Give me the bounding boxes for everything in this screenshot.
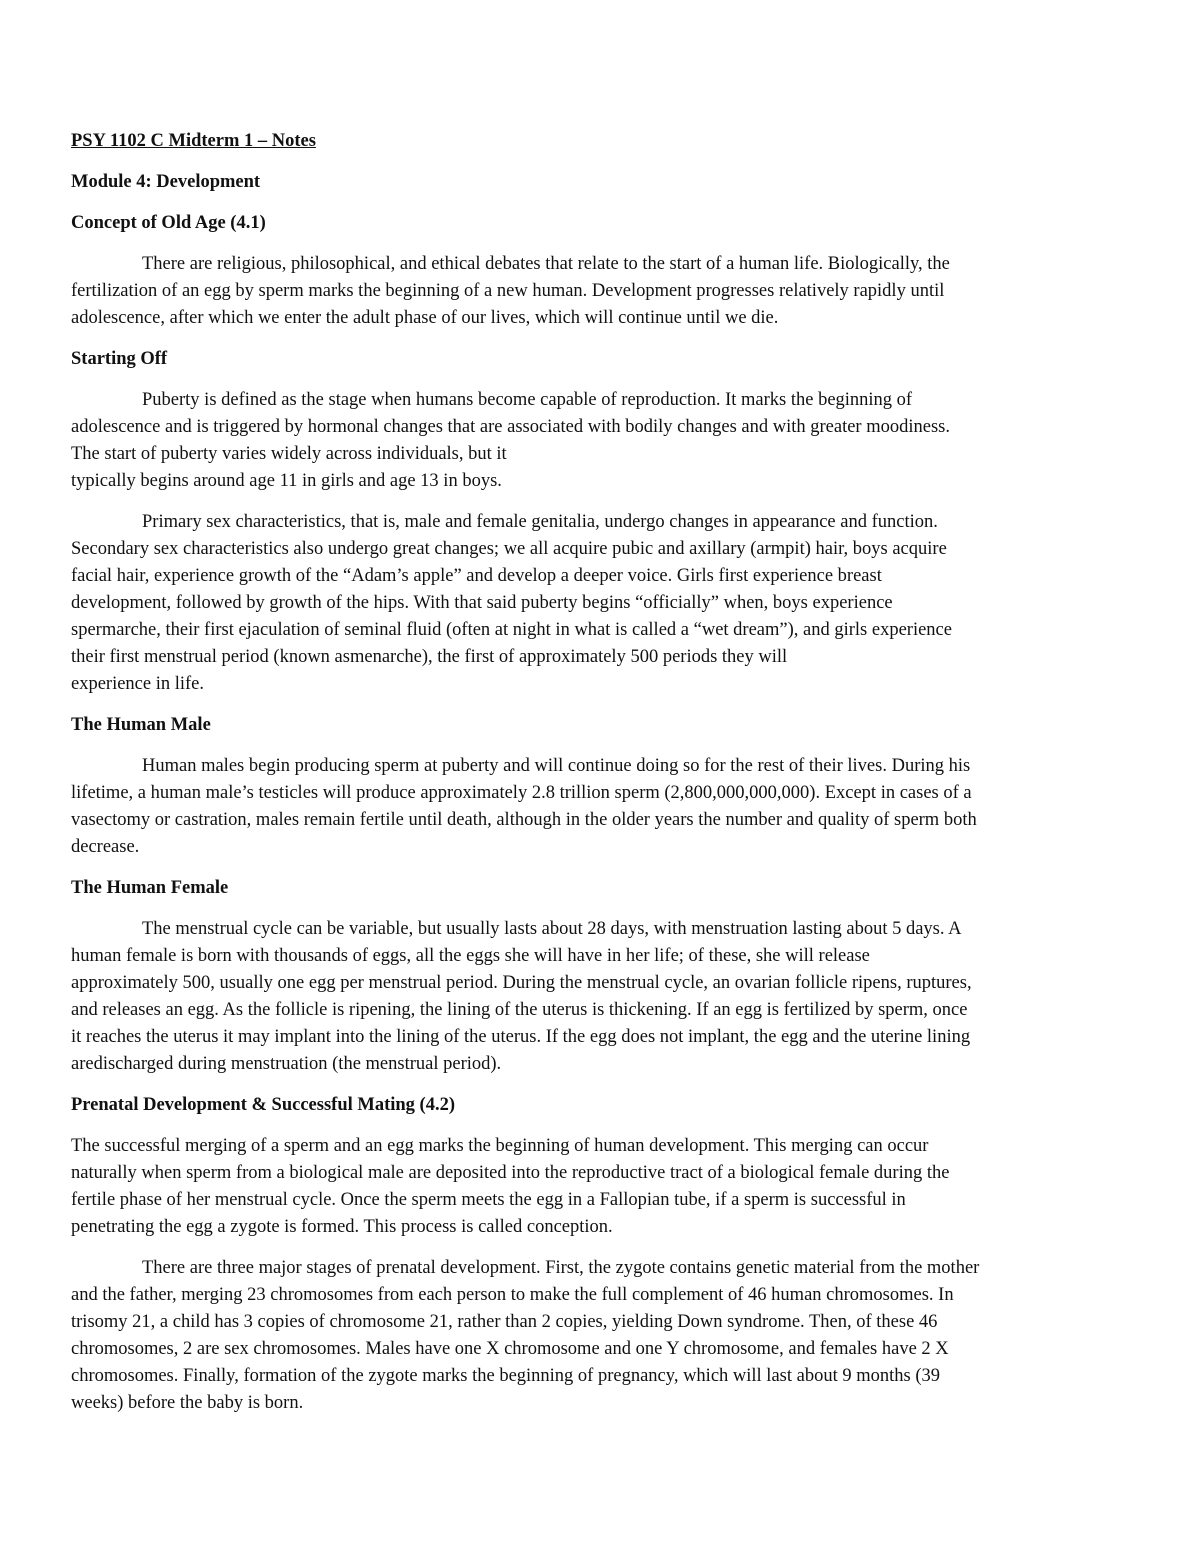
document-title: PSY 1102 C Midterm 1 – Notes bbox=[71, 131, 316, 151]
paragraph-line: fertilization of an egg by sperm marks the beginning of a new human. Development progresses relatively rapidly until bbox=[71, 281, 945, 301]
paragraph-line: Secondary sex characteristics also undergo great changes; we all acquire pubic and axillary (armpit) hair, boys acquire bbox=[71, 539, 947, 559]
paragraph-line: experience in life. bbox=[71, 674, 205, 694]
paragraph-line: their first menstrual period (known asmenarche), the first of approximately 500 periods they will bbox=[71, 647, 788, 667]
paragraph-line: human female is born with thousands of eggs, all the eggs she will have in her life; of these, she will release bbox=[71, 946, 870, 966]
paragraph-line: typically begins around age 11 in girls and age 13 in boys. bbox=[71, 471, 502, 491]
section-heading: Concept of Old Age (4.1) bbox=[71, 213, 266, 233]
paragraph bbox=[71, 387, 1131, 495]
document-body bbox=[71, 210, 1131, 1417]
paragraph-line: approximately 500, usually one egg per menstrual period. During the menstrual cycle, an ovarian follicle ripens, ruptures, bbox=[71, 973, 972, 993]
section-heading: The Human Female bbox=[71, 878, 229, 898]
paragraph-line: vasectomy or castration, males remain fertile until death, although in the older years the number and quality of sperm both bbox=[71, 810, 977, 830]
paragraph bbox=[71, 916, 1131, 1078]
paragraph-line: There are religious, philosophical, and ethical debates that relate to the start of a human life. Biologically, the bbox=[142, 254, 950, 274]
paragraph-line: trisomy 21, a child has 3 copies of chromosome 21, rather than 2 copies, yielding Down syndrome. Then, of these 46 bbox=[71, 1312, 938, 1332]
paragraph-line: There are three major stages of prenatal development. First, the zygote contains genetic material from the mother bbox=[142, 1258, 980, 1278]
module-heading: Module 4: Development bbox=[71, 172, 261, 192]
paragraph-line: fertile phase of her menstrual cycle. Once the sperm meets the egg in a Fallopian tube, if a sperm is successful in bbox=[71, 1190, 906, 1210]
paragraph-line: spermarche, their first ejaculation of seminal fluid (often at night in what is called a “wet dream”), and girls experience bbox=[71, 620, 952, 640]
paragraph-line: naturally when sperm from a biological male are deposited into the reproductive tract of a biological female during the bbox=[71, 1163, 950, 1183]
paragraph-line: adolescence and is triggered by hormonal changes that are associated with bodily changes and with greater moodiness. bbox=[71, 417, 950, 437]
paragraph bbox=[71, 753, 1131, 861]
section-heading: Prenatal Development & Successful Mating (4.2) bbox=[71, 1095, 455, 1115]
paragraph-line: adolescence, after which we enter the adult phase of our lives, which will continue until we die. bbox=[71, 308, 779, 328]
paragraph-line: development, followed by growth of the hips. With that said puberty begins “officially” when, boys experience bbox=[71, 593, 893, 613]
paragraph-line: weeks) before the baby is born. bbox=[71, 1393, 304, 1413]
paragraph-line: facial hair, experience growth of the “Adam’s apple” and develop a deeper voice. Girls first experience breast bbox=[71, 566, 882, 586]
section-heading: The Human Male bbox=[71, 715, 211, 735]
paragraph-line: lifetime, a human male’s testicles will produce approximately 2.8 trillion sperm (2,800,000,000,000). Except in cases of a bbox=[71, 783, 972, 803]
paragraph-line: aredischarged during menstruation (the menstrual period). bbox=[71, 1054, 502, 1074]
paragraph-line: Primary sex characteristics, that is, male and female genitalia, undergo changes in appearance and function. bbox=[142, 512, 938, 532]
paragraph-line: Puberty is defined as the stage when humans become capable of reproduction. It marks the beginning of bbox=[142, 390, 913, 410]
document-page bbox=[71, 128, 1131, 1431]
paragraph-line: decrease. bbox=[71, 837, 140, 857]
paragraph-line: The menstrual cycle can be variable, but usually lasts about 28 days, with menstruation lasting about 5 days. A bbox=[142, 919, 962, 939]
paragraph-line: chromosomes, 2 are sex chromosomes. Males have one X chromosome and one Y chromosome, and females have 2 X bbox=[71, 1339, 949, 1359]
paragraph-line: and the father, merging 23 chromosomes from each person to make the full complement of 46 human chromosomes. In bbox=[71, 1285, 954, 1305]
paragraph-line: Human males begin producing sperm at puberty and will continue doing so for the rest of their lives. During his bbox=[142, 756, 971, 776]
paragraph-line: The start of puberty varies widely across individuals, but it bbox=[71, 444, 507, 464]
paragraph-line: and releases an egg. As the follicle is ripening, the lining of the uterus is thickening. If an egg is fertilized by sperm, once bbox=[71, 1000, 968, 1020]
section-heading: Starting Off bbox=[71, 349, 168, 369]
paragraph-line: chromosomes. Finally, formation of the zygote marks the beginning of pregnancy, which will last about 9 months (39 bbox=[71, 1366, 940, 1386]
paragraph bbox=[71, 509, 1131, 698]
paragraph-line: The successful merging of a sperm and an egg marks the beginning of human development. This merging can occur bbox=[71, 1136, 929, 1156]
paragraph-line: it reaches the uterus it may implant into the lining of the uterus. If the egg does not implant, the egg and the uterine lining bbox=[71, 1027, 971, 1047]
paragraph bbox=[71, 1255, 1131, 1417]
paragraph-line: penetrating the egg a zygote is formed. This process is called conception. bbox=[71, 1217, 613, 1237]
paragraph bbox=[71, 1133, 1131, 1241]
paragraph bbox=[71, 251, 1131, 332]
